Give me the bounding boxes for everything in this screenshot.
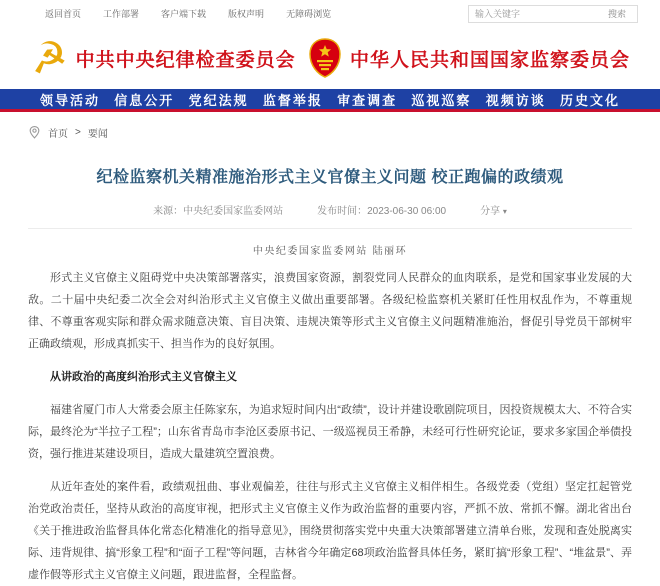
breadcrumb <box>0 112 660 152</box>
top-utility-bar <box>0 0 660 27</box>
topbar-link[interactable]: 工作部署 <box>103 9 140 19</box>
topbar-link[interactable]: 返回首页 <box>45 9 82 19</box>
search-input[interactable] <box>469 6 597 22</box>
nav-item[interactable]: 巡视巡察 <box>411 92 472 108</box>
nsc-org-name: 中华人民共和国国家监察委员会 <box>349 49 630 71</box>
breadcrumb-current[interactable]: 要闻 <box>87 128 108 140</box>
party-emblem-icon: ☭ <box>26 31 71 84</box>
article-byline: 中央纪委国家监委网站 陆丽环 <box>252 246 408 257</box>
national-emblem-icon <box>308 38 342 78</box>
nsc-logo-link[interactable] <box>308 38 630 78</box>
main-nav <box>0 89 660 112</box>
site-header <box>0 27 660 89</box>
chevron-down-icon: ▾ <box>502 207 507 216</box>
nav-item[interactable]: 视频访谈 <box>485 92 546 108</box>
ccdi-org-name: 中共中央纪律检查委员会 <box>75 49 296 71</box>
topbar-link[interactable]: 版权声明 <box>228 9 265 19</box>
article-paragraph: 从近年查处的案件看，政绩观扭曲、事业观偏差，往往与形式主义官僚主义相伴相生。各级党委（党组）坚定扛起管党治党政治责任，坚持从政治的高度审视，把形式主义官僚主义作为政治监督的重要内容，严抓不放、常抓不懈。湖北省出台《关于推进政治监督具体化常态化精准化的指导意见》，围绕贯彻落实党中央重大决策部署建立清单台账，发现和查处脱离实际、违背规律、搞“形象工程”和“面子工程”等问题，吉林省今年确定68项政治监督具体任务，紧盯搞“形象工程”、“堆盆景”、弄虚作假等形式主义官僚主义问题，跟进监督，全程监督。 <box>28 481 632 581</box>
nav-item[interactable]: 审查调查 <box>337 92 398 108</box>
nav-item[interactable]: 党纪法规 <box>188 92 249 108</box>
breadcrumb-home[interactable]: 首页 <box>48 128 68 140</box>
article-title: 纪检监察机关精准施治形式主义官僚主义问题 校正跑偏的政绩观 <box>96 169 564 186</box>
article-publish-time: 发布时间：2023-06-30 06:00 <box>317 206 447 217</box>
search-button[interactable]: 搜索 <box>607 9 626 19</box>
article-paragraph: 形式主义官僚主义阻碍党中央决策部署落实，浪费国家资源，割裂党同人民群众的血肉联系，是党和国家事业发展的大敌。二十届中央纪委二次全会对纠治形式主义官僚主义做出重要部署。各级纪检监察机关紧盯任性用权乱作为，不尊重规律、不尊重客观实际和群众需求随意决策、盲目决策、违规决策等形式主义官僚主义问题精准施治，督促引导党员干部树牢正确政绩观，形成真抓实干、担当作为的良好氛围。 <box>28 272 632 350</box>
article-source: 来源：中央纪委国家监委网站 <box>153 206 284 217</box>
nav-item[interactable]: 监督举报 <box>262 92 323 108</box>
nav-item[interactable]: 历史文化 <box>559 92 620 108</box>
article-paragraph: 从讲政治的高度纠治形式主义官僚主义 <box>50 371 237 383</box>
topbar-links <box>45 7 331 20</box>
ccdi-logo-link[interactable] <box>26 31 296 84</box>
search-box <box>468 5 638 23</box>
nav-item[interactable]: 领导活动 <box>40 92 101 108</box>
topbar-link[interactable]: 客户端下载 <box>161 9 207 19</box>
breadcrumb-separator: > <box>75 126 81 138</box>
article-paragraph: 福建省厦门市人大常委会原主任陈家东，为追求短时间内出“政绩”，设计并建设歌剧院项目，因投资规模太大、不符合实际，最终沦为“半拉子工程”；山东省青岛市李沧区委原书记、一级巡视员王希静，未经可行性研究论证，要求多家国企举债投资，强行推进某建设项目，造成大量建筑空置浪费。 <box>28 404 632 460</box>
nav-item[interactable]: 信息公开 <box>114 92 175 108</box>
topbar-link[interactable]: 无障碍浏览 <box>286 9 332 19</box>
location-pin-icon <box>28 125 41 140</box>
article-meta <box>28 202 632 229</box>
article-body <box>0 257 660 586</box>
share-button[interactable]: 分享 ▾ <box>480 206 507 217</box>
